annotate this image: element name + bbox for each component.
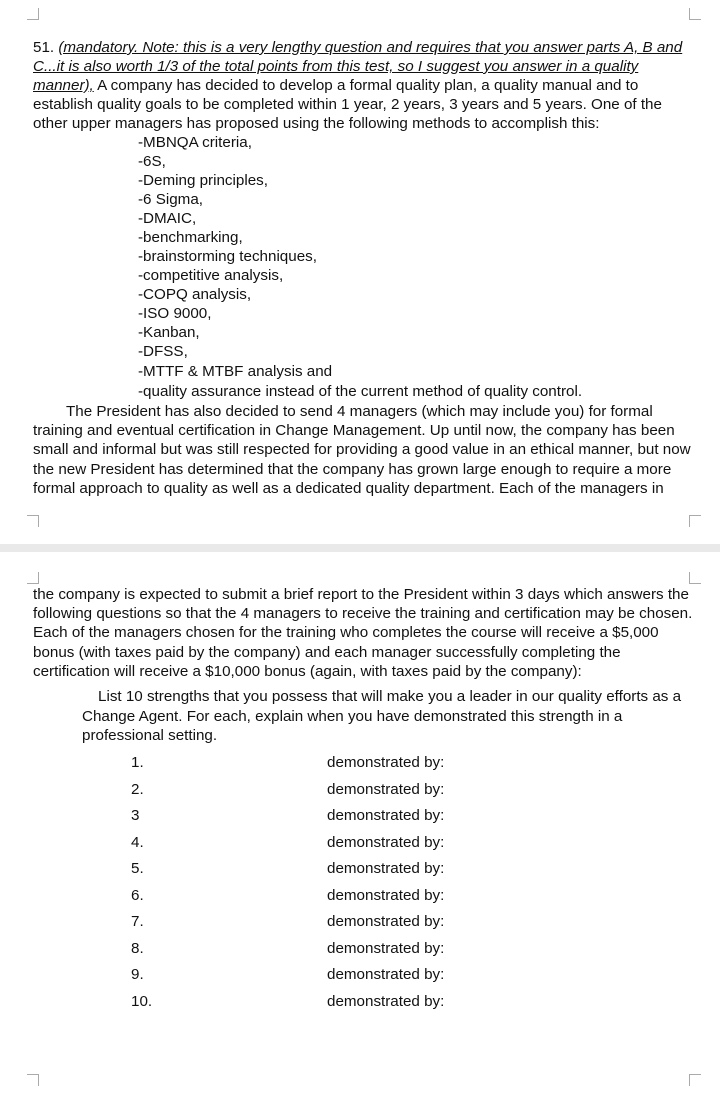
crop-mark-top-right bbox=[689, 572, 701, 584]
demonstrated-by-label: demonstrated by: bbox=[327, 834, 445, 851]
prompt-line-2: Change Agent. For each, explain when you have demonstrated this strength in a bbox=[82, 708, 623, 725]
para2-line-1: The President has also decided to send 4 managers (which may include you) for formal bbox=[66, 403, 653, 420]
demonstrated-by-label: demonstrated by: bbox=[327, 913, 445, 930]
method-item: -Kanban, bbox=[138, 324, 200, 341]
crop-mark-top-left bbox=[27, 572, 39, 584]
crop-mark-top-right bbox=[689, 8, 701, 20]
para2-line-5: formal approach to quality as well as a dedicated quality department. Each of the managers in bbox=[33, 480, 664, 497]
mandatory-note-end: manner), bbox=[33, 77, 94, 94]
method-item: -ISO 9000, bbox=[138, 305, 212, 322]
page2-para-line-3: Each of the managers chosen for the training who completes the course will receive a $5,000 bbox=[33, 624, 659, 641]
question-number: 51. bbox=[33, 39, 59, 56]
para2-line-4: the new President has determined that the company has grown large enough to require a more bbox=[33, 461, 672, 478]
demonstrated-by-label: demonstrated by: bbox=[327, 966, 445, 983]
method-item: -benchmarking, bbox=[138, 229, 243, 246]
demonstrated-by-label: demonstrated by: bbox=[327, 993, 445, 1010]
method-item: -6S, bbox=[138, 153, 166, 170]
method-item: -MTTF & MTBF analysis and bbox=[138, 363, 333, 380]
strength-number: 8. bbox=[131, 940, 144, 957]
question-line-4: establish quality goals to be completed within 1 year, 2 years, 3 years and 5 years. One of the bbox=[33, 96, 662, 113]
para2-line-3: small and informal but was still respected for providing a good value in an ethical manner, but now bbox=[33, 441, 691, 458]
page-1 bbox=[0, 0, 720, 544]
strength-number: 7. bbox=[131, 913, 144, 930]
crop-mark-top-left bbox=[27, 8, 39, 20]
question-line-1 bbox=[33, 38, 682, 57]
strength-number: 10. bbox=[131, 993, 153, 1010]
crop-mark-bottom-right bbox=[689, 515, 701, 527]
crop-mark-bottom-left bbox=[27, 515, 39, 527]
strength-number: 6. bbox=[131, 887, 144, 904]
mandatory-note-cont: C...it is also worth 1/3 of the total points from this test, so I suggest you answer in a quality bbox=[33, 58, 639, 75]
crop-mark-bottom-right bbox=[689, 1074, 701, 1086]
mandatory-note: (mandatory. Note: this is a very lengthy question and requires that you answer parts A, B and bbox=[58, 39, 683, 56]
method-item: -Deming principles, bbox=[138, 172, 268, 189]
demonstrated-by-label: demonstrated by: bbox=[327, 860, 445, 877]
page-2 bbox=[0, 552, 720, 1104]
method-item: -quality assurance instead of the current method of quality control. bbox=[138, 383, 583, 400]
method-item: -COPQ analysis, bbox=[138, 286, 252, 303]
strength-number: 9. bbox=[131, 966, 144, 983]
strength-number: 3 bbox=[131, 807, 140, 824]
strength-number: 5. bbox=[131, 860, 144, 877]
strength-number: 4. bbox=[131, 834, 144, 851]
demonstrated-by-label: demonstrated by: bbox=[327, 754, 445, 771]
question-text: A company has decided to develop a formal quality plan, a quality manual and to bbox=[93, 77, 639, 94]
method-item: -competitive analysis, bbox=[138, 267, 284, 284]
question-line-5: other upper managers has proposed using the following methods to accomplish this: bbox=[33, 115, 600, 132]
method-item: -DFSS, bbox=[138, 343, 188, 360]
page-separator bbox=[0, 544, 720, 552]
question-line-3 bbox=[33, 76, 638, 95]
demonstrated-by-label: demonstrated by: bbox=[327, 781, 445, 798]
demonstrated-by-label: demonstrated by: bbox=[327, 940, 445, 957]
method-item: -brainstorming techniques, bbox=[138, 248, 317, 265]
prompt-line-3: professional setting. bbox=[82, 727, 218, 744]
page2-para-line-1: the company is expected to submit a brief report to the President within 3 days which answers the bbox=[33, 586, 689, 603]
strength-number: 2. bbox=[131, 781, 144, 798]
page2-para-line-4: bonus (with taxes paid by the company) and each manager successfully completing the bbox=[33, 644, 621, 661]
method-item: -MBNQA criteria, bbox=[138, 134, 252, 151]
page2-para-line-2: following questions so that the 4 managers to receive the training and certification may be chosen. bbox=[33, 605, 693, 622]
demonstrated-by-label: demonstrated by: bbox=[327, 807, 445, 824]
crop-mark-bottom-left bbox=[27, 1074, 39, 1086]
strength-number: 1. bbox=[131, 754, 144, 771]
page2-para-line-5: certification will receive a $10,000 bonus (again, with taxes paid by the company): bbox=[33, 663, 582, 680]
demonstrated-by-label: demonstrated by: bbox=[327, 887, 445, 904]
prompt-line-1: List 10 strengths that you possess that will make you a leader in our quality efforts as a bbox=[98, 688, 682, 705]
question-line-2 bbox=[33, 57, 638, 76]
method-item: -6 Sigma, bbox=[138, 191, 203, 208]
method-item: -DMAIC, bbox=[138, 210, 197, 227]
para2-line-2: training and eventual certification in Change Management. Up until now, the company has been bbox=[33, 422, 675, 439]
